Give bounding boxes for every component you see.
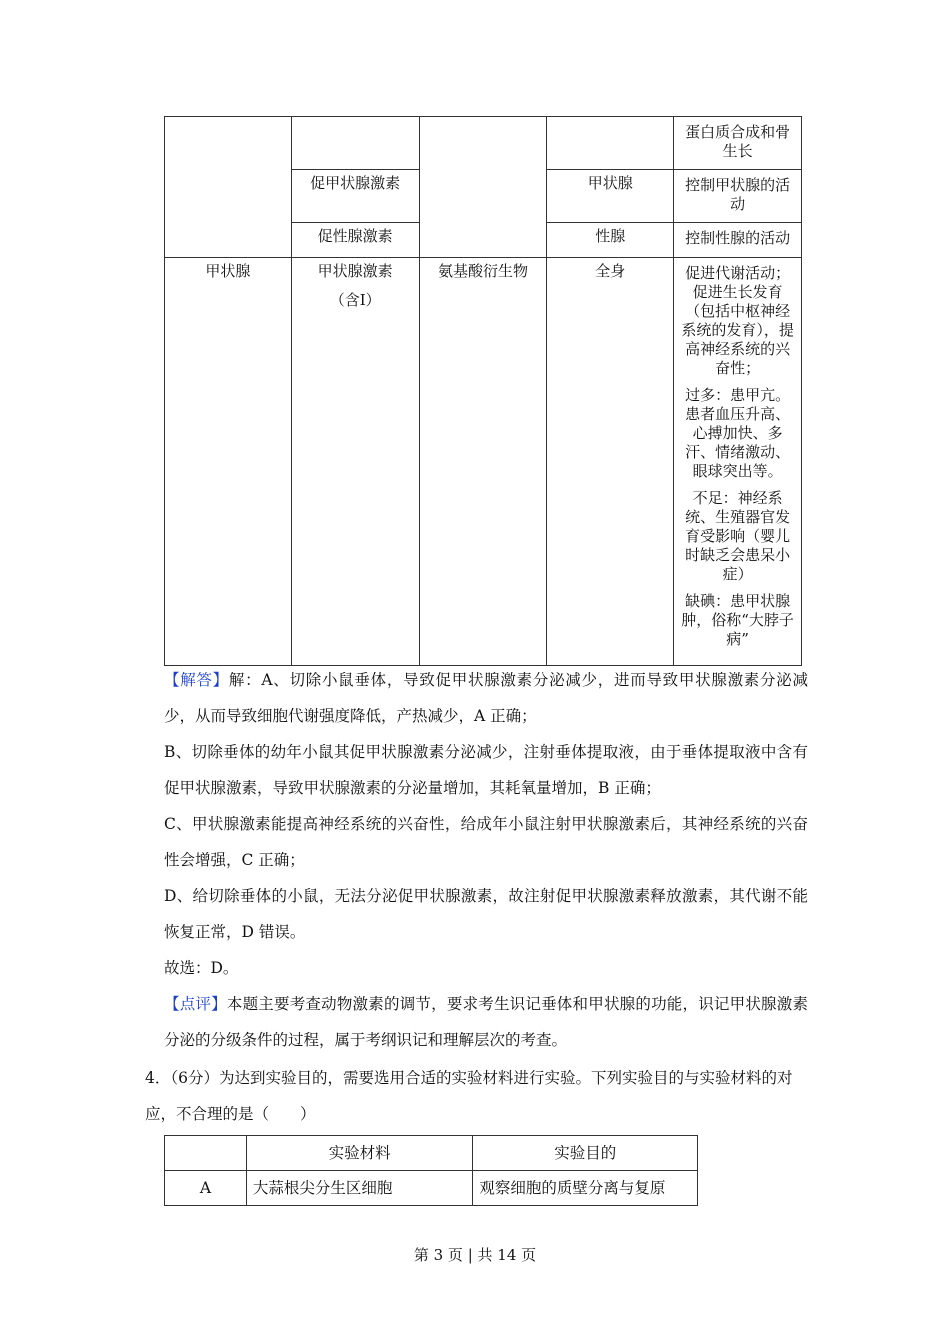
table-cell: 甲状腺	[547, 170, 674, 223]
table-row	[165, 117, 802, 170]
header-cell: 实验目的	[473, 1136, 698, 1171]
cell-paragraph: 不足：神经系统、生殖器官发育受影响（婴儿时缺乏会患呆小症）	[685, 489, 791, 583]
table-cell: 观察细胞的质壁分离与复原	[473, 1171, 698, 1206]
table-cell: 大蒜根尖分生区细胞	[246, 1171, 473, 1206]
experiment-table	[164, 1135, 698, 1206]
table-cell: 全身	[547, 258, 674, 666]
question-number: 4．	[145, 1069, 171, 1087]
table-cell: 甲状腺	[165, 258, 292, 666]
table-row	[165, 258, 802, 666]
comment-text: 本题主要考查动物激素的调节，要求考生识记垂体和甲状腺的功能，识记甲状腺激素分泌的分级条件的过程，属于考纲识记和理解层次的考查。	[164, 995, 808, 1049]
table-cell: 控制性腺的活动	[674, 223, 802, 258]
table-cell: 氨基酸衍生物	[419, 258, 547, 666]
table-cell: 促甲状腺激素	[291, 170, 419, 223]
question-text: （6分）为达到实验目的，需要选用合适的实验材料进行实验。下列实验目的与实验材料的对应，不合理的是（ ）	[145, 1069, 793, 1123]
table-cell: A	[165, 1171, 247, 1206]
answer-line: 故选：D。	[164, 959, 239, 977]
answer-line: C、甲状腺激素能提高神经系统的兴奋性，给成年小鼠注射甲状腺激素后，其神经系统的兴奋性会增强，C 正确；	[164, 815, 808, 869]
page-footer: 第 3 页 | 共 14 页	[413, 1246, 537, 1264]
cell-paragraph: 促进代谢活动；促进生长发育（包括中枢神经系统的发育），提高神经系统的兴奋性；	[681, 264, 794, 377]
question-4	[145, 1060, 808, 1132]
answer-section	[164, 662, 808, 1058]
header-cell: 实验材料	[246, 1136, 473, 1171]
table-cell	[291, 258, 419, 666]
answer-line: B、切除垂体的幼年小鼠其促甲状腺激素分泌减少，注射垂体提取液，由于垂体提取液中含有促甲状腺激素，导致甲状腺激素的分泌量增加，其耗氧量增加，B 正确；	[164, 743, 808, 797]
table-cell: 性腺	[547, 223, 674, 258]
table-cell: 控制甲状腺的活动	[674, 170, 802, 223]
hormone-table	[164, 116, 802, 666]
table-header-row	[165, 1136, 698, 1171]
answer-line: D、给切除垂体的小鼠，无法分泌促甲状腺激素，故注射促甲状腺激素释放激素，其代谢不能恢复正常，D 错误。	[164, 887, 808, 941]
header-cell	[165, 1136, 247, 1171]
table-cell: 促性腺激素	[291, 223, 419, 258]
answer-tag: 【解答】	[164, 671, 229, 689]
cell-line: （含I）	[329, 291, 381, 309]
answer-line: 解：A、切除小鼠垂体，导致促甲状腺激素分泌减少，进而导致甲状腺激素分泌减少，从而导致细胞代谢强度降低，产热减少，A 正确；	[164, 671, 808, 725]
table-row	[165, 1171, 698, 1206]
cell-paragraph: 缺碘：患甲状腺肿，俗称“大脖子病”	[681, 592, 794, 648]
cell-paragraph: 过多：患甲亢。患者血压升高、心搏加快、多汗、情绪激动、眼球突出等。	[685, 386, 791, 480]
table-cell	[674, 258, 802, 666]
cell-line: 甲状腺激素	[317, 262, 393, 280]
table-cell: 蛋白质合成和骨生长	[674, 117, 802, 170]
comment-tag: 【点评】	[164, 995, 227, 1013]
